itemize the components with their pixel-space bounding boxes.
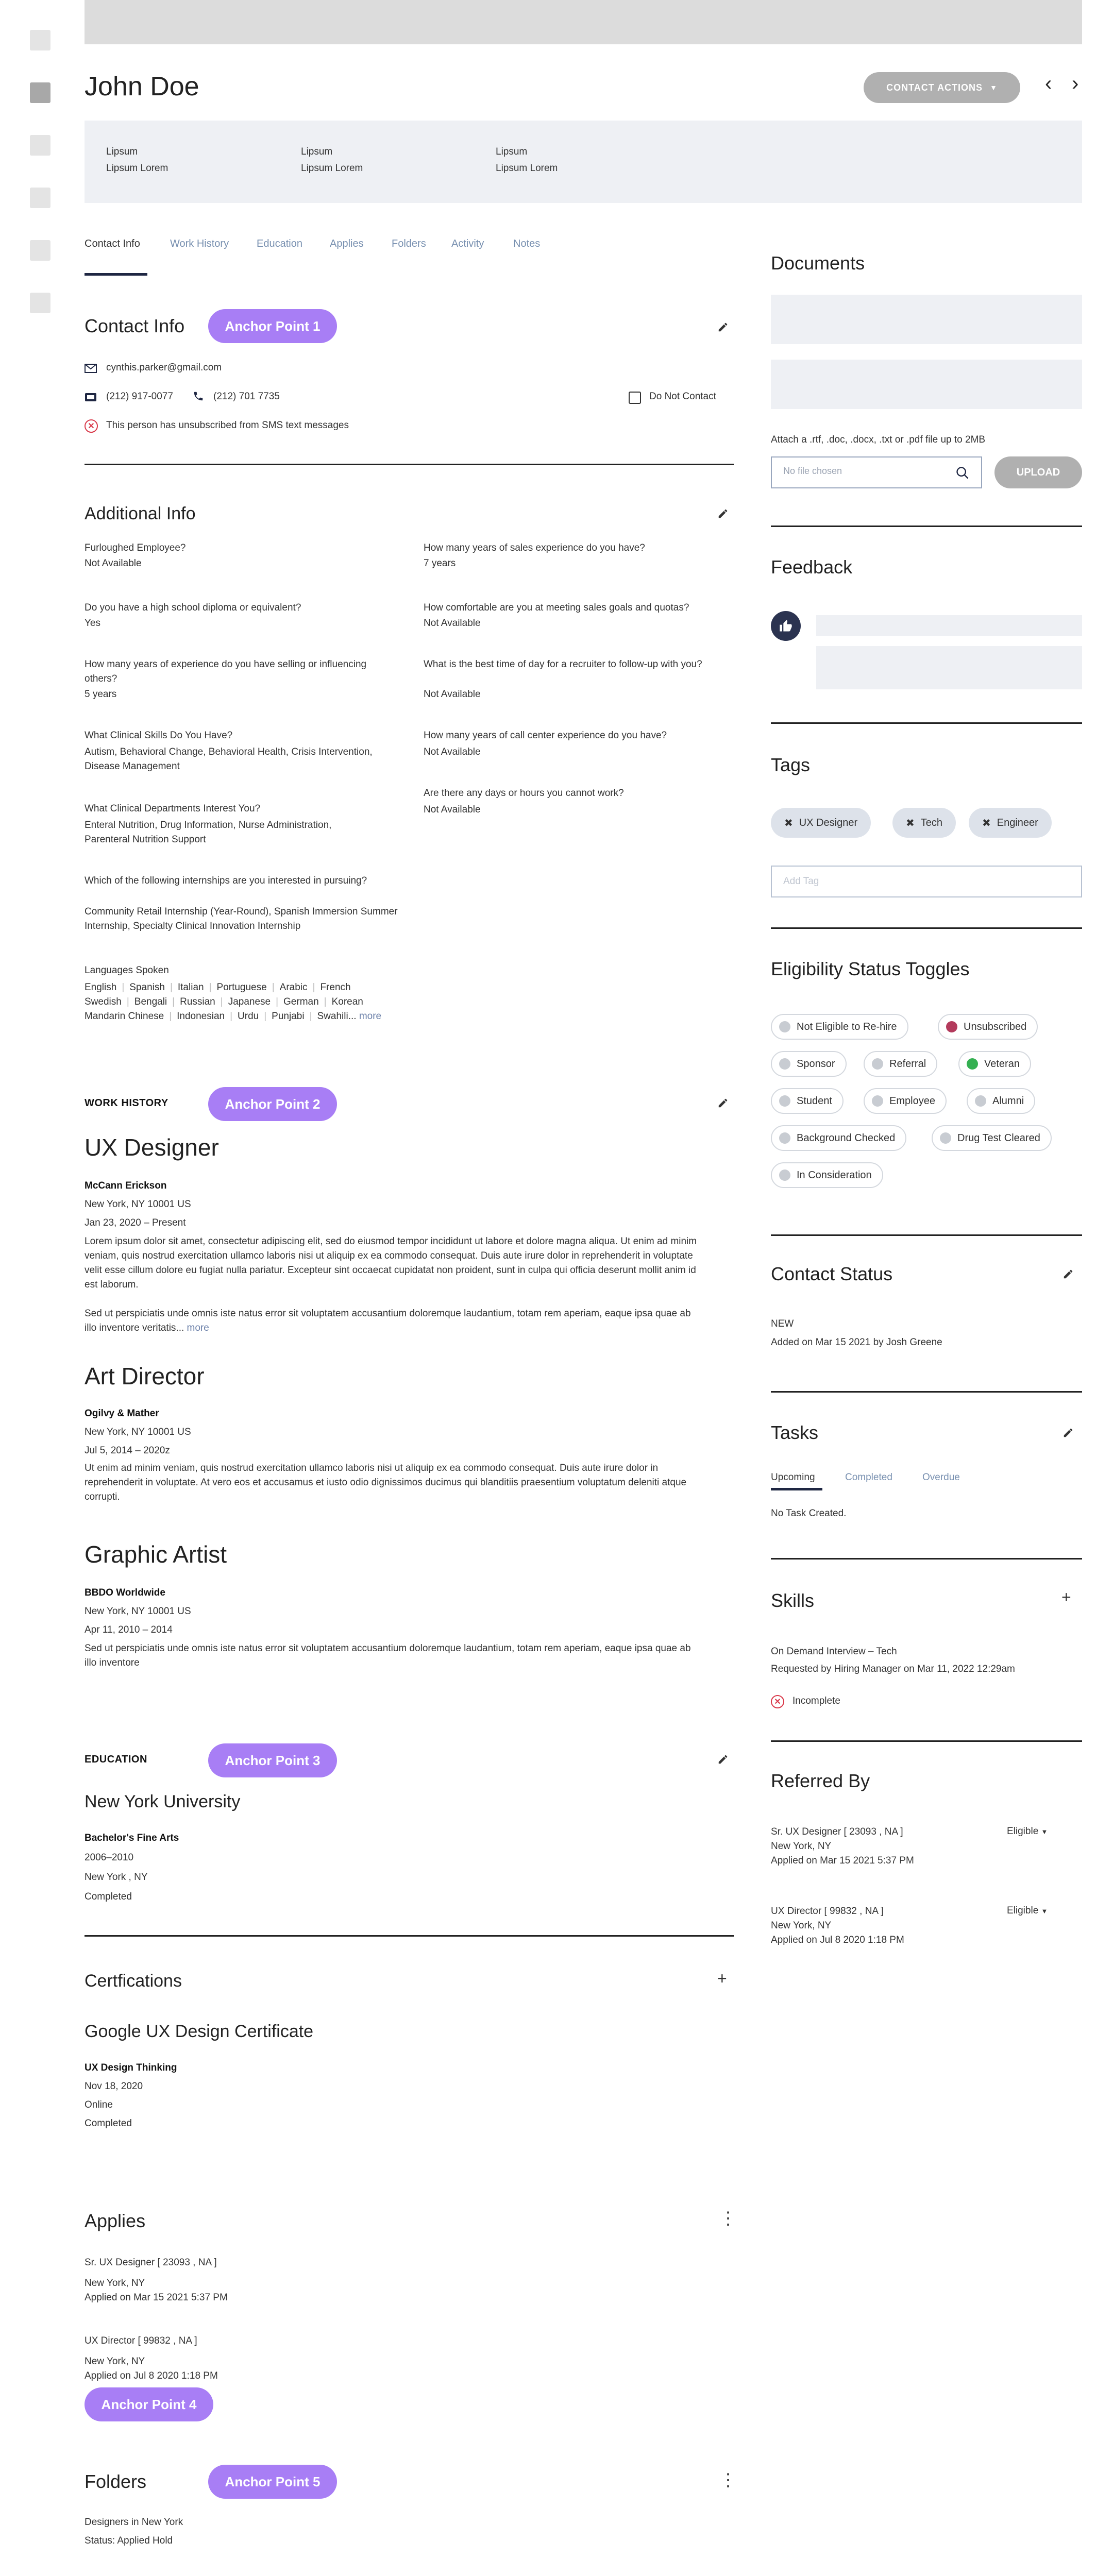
summary-label: Lipsum xyxy=(106,146,138,157)
answer-value: Not Available xyxy=(424,689,481,700)
toggle-background-checked[interactable] xyxy=(771,1125,906,1151)
file-placeholder: No file chosen xyxy=(783,466,842,476)
language-item: Swahili... xyxy=(317,1011,357,1022)
certificate-mode: Online xyxy=(85,2099,113,2110)
summary-value: Lipsum Lorem xyxy=(106,163,168,174)
tab-contact-info[interactable]: Contact Info xyxy=(85,238,140,249)
tab-overdue[interactable]: Overdue xyxy=(922,1472,960,1483)
skill-status: Incomplete xyxy=(792,1696,840,1706)
toggle-label: Sponsor xyxy=(797,1058,835,1070)
status-dot xyxy=(779,1095,790,1107)
referral-location: New York, NY xyxy=(771,1841,832,1852)
question-label: What Clinical Skills Do You Have? xyxy=(85,730,233,741)
apply-location: New York, NY xyxy=(85,2356,145,2367)
status-dot xyxy=(872,1058,883,1070)
contact-actions-button[interactable] xyxy=(864,72,1020,103)
contact-info-title: Contact Info xyxy=(85,315,185,336)
apply-job[interactable]: Sr. UX Designer [ 23093 , NA ] xyxy=(85,2257,217,2268)
tab-upcoming[interactable]: Upcoming xyxy=(771,1472,815,1483)
job-company: McCann Erickson xyxy=(85,1180,167,1191)
job-location: New York, NY 10001 US xyxy=(85,1606,191,1617)
sms-unsubscribed-notice: This person has unsubscribed from SMS text messages xyxy=(106,420,349,431)
apply-date: Applied on Mar 15 2021 5:37 PM xyxy=(85,2292,228,2303)
status-dot xyxy=(779,1058,790,1070)
status-dot xyxy=(975,1095,986,1107)
rail-nav-item[interactable] xyxy=(30,293,50,313)
rail-nav-item[interactable] xyxy=(30,135,50,156)
toggle-label: Unsubscribed xyxy=(964,1021,1027,1032)
toggle-employee[interactable] xyxy=(864,1088,947,1114)
contact-name: John Doe xyxy=(85,72,199,101)
summary-value: Lipsum Lorem xyxy=(301,163,363,174)
question-label: How comfortable are you at meeting sales goals and quotas? xyxy=(424,602,689,613)
add-tag-input[interactable] xyxy=(771,866,1082,897)
status-dot xyxy=(940,1132,951,1144)
language-item: Arabic xyxy=(279,982,308,993)
upload-button[interactable]: UPLOAD xyxy=(994,456,1082,488)
eligible-label: Eligible xyxy=(1007,1826,1039,1837)
status-dot xyxy=(967,1058,978,1070)
tag-label: Engineer xyxy=(997,817,1038,828)
more-options-icon[interactable]: ⋮ xyxy=(719,2470,737,2490)
tasks-title: Tasks xyxy=(771,1422,819,1443)
incomplete-x-icon: ✕ xyxy=(771,1695,784,1708)
document-slot[interactable] xyxy=(771,295,1082,344)
eligible-dropdown[interactable] xyxy=(1007,1905,1048,1917)
certificate-name: Google UX Design Certificate xyxy=(85,2022,314,2041)
toggle-label: Employee xyxy=(889,1095,935,1107)
language-item: Bengali xyxy=(134,996,167,1007)
certifications-title: Certfications xyxy=(85,1971,182,1991)
file-chooser-input[interactable] xyxy=(771,456,982,488)
do-not-contact-label: Do Not Contact xyxy=(649,391,716,402)
tag-label: UX Designer xyxy=(799,817,858,828)
anchor-point-1[interactable]: Anchor Point 1 xyxy=(208,309,337,343)
pencil-icon[interactable] xyxy=(717,1097,729,1109)
pencil-icon[interactable] xyxy=(1063,1268,1074,1280)
job-title: Art Director xyxy=(85,1363,205,1389)
contact-status-value: NEW xyxy=(771,1318,794,1329)
job-description: Lorem ipsum dolor sit amet, consectetur adipiscing elit, sed do eiusmod tempor incididunt ut labore et dolore magna aliqua. Ut enim ad minim veniam, quis nostrud exercitation ullamco laboris nisi ut aliquip ex ea commodo consequat. Duis aute irure dolor in reprehenderit in voluptate velit esse cillum dolore eu fugiat nulla pariatur. Excepteur sint occaecat cupidatat non proident, sunt in culpa qui officia deserunt mollit anim id est laborum. xyxy=(85,1236,697,1290)
toggle-referral[interactable] xyxy=(864,1051,937,1077)
tab-notes[interactable]: Notes xyxy=(513,238,541,249)
upload-hint: Attach a .rtf, .doc, .docx, .txt or .pdf file up to 2MB xyxy=(771,434,986,445)
pencil-icon[interactable] xyxy=(717,508,729,519)
language-item: German xyxy=(283,996,319,1007)
language-item: Italian xyxy=(177,982,204,993)
question-label: Which of the following internships are you interested in pursuing? xyxy=(85,875,367,886)
plus-icon[interactable]: + xyxy=(717,1969,727,1988)
add-tag-placeholder: Add Tag xyxy=(783,876,819,887)
job-dates: Jul 5, 2014 – 2020z xyxy=(85,1445,170,1456)
answer-value: Not Available xyxy=(424,747,481,757)
job-dates: Apr 11, 2010 – 2014 xyxy=(85,1624,173,1635)
document-slot[interactable] xyxy=(771,360,1082,409)
anchor-point-3[interactable]: Anchor Point 3 xyxy=(208,1743,337,1777)
toggle-label: Not Eligible to Re-hire xyxy=(797,1021,897,1032)
contact-phone-mobile[interactable]: (212) 917-0077 xyxy=(106,391,173,402)
school-name: New York University xyxy=(85,1792,241,1811)
divider xyxy=(771,1740,1082,1742)
language-item: Urdu xyxy=(238,1011,259,1022)
divider xyxy=(771,1234,1082,1236)
divider xyxy=(771,1558,1082,1560)
summary-panel xyxy=(85,121,1082,203)
job-description: Ut enim ad minim veniam, quis nostrud exercitation ullamco laboris nisi ut aliquip ex ea commodo consequat. Duis aute irure dolor in reprehenderit in voluptate. At vero eos et accusamus et iusto odio dignissimos ducimus qui blanditiis praesentium voluptatum deleniti atque corrupti. xyxy=(85,1463,687,1502)
question-label: Do you have a high school diploma or equivalent? xyxy=(85,602,301,613)
plus-icon[interactable]: + xyxy=(1061,1588,1071,1606)
languages-row: English | Spanish | Italian | Portuguese | Arabic | French xyxy=(85,982,351,993)
referral-job[interactable]: UX Director [ 99832 , NA ] xyxy=(771,1906,884,1917)
anchor-point-2[interactable]: Anchor Point 2 xyxy=(208,1087,337,1121)
apply-location: New York, NY xyxy=(85,2278,145,2289)
status-dot xyxy=(779,1170,790,1181)
documents-title: Documents xyxy=(771,252,865,274)
tags-title: Tags xyxy=(771,754,811,775)
tab-activity[interactable]: Activity xyxy=(451,238,484,249)
apply-job[interactable]: UX Director [ 99832 , NA ] xyxy=(85,2335,197,2346)
job-title: Graphic Artist xyxy=(85,1541,227,1568)
mobile-phone-icon xyxy=(85,393,97,402)
more-options-icon[interactable]: ⋮ xyxy=(719,2209,737,2228)
answer-value: Enteral Nutrition, Drug Information, Nurse Administration, Parenteral Nutrition Support xyxy=(85,820,332,845)
language-item: Portuguese xyxy=(216,982,267,993)
language-item: French xyxy=(320,982,351,993)
close-icon[interactable]: ✖ xyxy=(784,817,793,829)
languages-row: Swedish | Bengali | Russian | Japanese | German | Korean xyxy=(85,996,363,1007)
tag-chip[interactable] xyxy=(892,808,956,838)
referral-location: New York, NY xyxy=(771,1920,832,1931)
eligible-label: Eligible xyxy=(1007,1905,1039,1916)
anchor-point-5[interactable]: Anchor Point 5 xyxy=(208,2465,337,2499)
language-item: Spanish xyxy=(129,982,165,993)
pencil-icon[interactable] xyxy=(717,321,729,333)
feedback-title: Feedback xyxy=(771,556,853,578)
folder-status: Status: Applied Hold xyxy=(85,2535,173,2546)
contact-email[interactable]: cynthis.parker@gmail.com xyxy=(106,362,222,373)
pencil-icon[interactable] xyxy=(717,1754,729,1765)
apply-date: Applied on Jul 8 2020 1:18 PM xyxy=(85,2370,218,2381)
question-label: How many years of call center experience do you have? xyxy=(424,730,667,741)
contact-status-added: Added on Mar 15 2021 by Josh Greene xyxy=(771,1337,942,1348)
language-item: Indonesian xyxy=(177,1011,225,1022)
email-icon xyxy=(85,364,97,373)
language-item: Punjabi xyxy=(272,1011,305,1022)
languages-more-link[interactable]: more xyxy=(359,1011,382,1022)
folder-name[interactable]: Designers in New York xyxy=(85,2517,183,2528)
job-location: New York, NY 10001 US xyxy=(85,1427,191,1437)
toggle-sponsor[interactable] xyxy=(771,1051,847,1077)
education-title: EDUCATION xyxy=(85,1754,147,1765)
toggle-student[interactable] xyxy=(771,1088,844,1114)
education-status: Completed xyxy=(85,1891,132,1902)
tasks-empty: No Task Created. xyxy=(771,1508,847,1519)
divider xyxy=(85,464,734,465)
eligibility-title: Eligibility Status Toggles xyxy=(771,958,970,979)
toggle-in-consideration[interactable] xyxy=(771,1162,883,1188)
tab-applies[interactable]: Applies xyxy=(330,238,364,249)
additional-info-title: Additional Info xyxy=(85,504,196,523)
tag-chip[interactable] xyxy=(969,808,1052,838)
tag-label: Tech xyxy=(920,817,943,828)
job-more-link[interactable]: more xyxy=(187,1323,209,1333)
referral-date: Applied on Mar 15 2021 5:37 PM xyxy=(771,1855,914,1866)
certificate-status: Completed xyxy=(85,2118,132,2129)
question-label: What Clinical Departments Interest You? xyxy=(85,803,261,814)
active-tab-indicator xyxy=(771,1488,822,1490)
tab-folders[interactable]: Folders xyxy=(392,238,426,249)
active-tab-indicator xyxy=(85,273,147,276)
certificate-course: UX Design Thinking xyxy=(85,2062,177,2073)
tab-education[interactable]: Education xyxy=(257,238,302,249)
contact-actions-label: CONTACT ACTIONS xyxy=(886,82,983,93)
eligible-dropdown[interactable] xyxy=(1007,1826,1048,1837)
do-not-contact-checkbox[interactable] xyxy=(629,392,641,404)
caret-down-icon: ▼ xyxy=(1041,1828,1048,1836)
close-icon[interactable]: ✖ xyxy=(906,817,915,829)
top-bar xyxy=(85,0,1082,44)
toggle-unsubscribed[interactable] xyxy=(938,1014,1038,1040)
job-description-text: Sed ut perspiciatis unde omnis iste natus error sit voluptatem accusantium doloremque laudantium, totam rem aperiam, eaque ipsa quae ab illo inventore veritatis... xyxy=(85,1308,691,1333)
toggle-label: Alumni xyxy=(992,1095,1024,1107)
chevron-right-icon[interactable]: › xyxy=(1072,72,1079,95)
toggle-drug-test-cleared[interactable] xyxy=(932,1125,1052,1151)
education-years: 2006–2010 xyxy=(85,1852,134,1863)
search-icon[interactable] xyxy=(955,466,970,480)
toggle-label: Background Checked xyxy=(797,1132,896,1144)
question-label: Furloughed Employee? xyxy=(85,543,186,553)
job-company: BBDO Worldwide xyxy=(85,1587,165,1598)
toggle-not-eligible[interactable] xyxy=(771,1014,908,1040)
status-dot xyxy=(779,1132,790,1144)
language-item: English xyxy=(85,982,117,993)
answer-value: Not Available xyxy=(85,558,142,569)
skill-name: On Demand Interview – Tech xyxy=(771,1646,897,1657)
chevron-left-icon[interactable]: ‹ xyxy=(1045,72,1052,95)
divider xyxy=(771,927,1082,929)
divider xyxy=(771,526,1082,527)
phone-icon xyxy=(193,391,204,402)
job-dates: Jan 23, 2020 – Present xyxy=(85,1217,186,1228)
question-label: How many years of experience do you have selling or influencing others? xyxy=(85,659,367,684)
language-item: Japanese xyxy=(228,996,271,1007)
referred-by-title: Referred By xyxy=(771,1770,870,1791)
answer-value: Community Retail Internship (Year-Round), Spanish Immersion Summer Internship, Specialty Clinical Innovation Internship xyxy=(85,906,398,931)
referral-job[interactable]: Sr. UX Designer [ 23093 , NA ] xyxy=(771,1826,903,1837)
caret-down-icon: ▼ xyxy=(990,83,998,92)
toggle-veteran[interactable] xyxy=(958,1051,1031,1077)
language-item: Korean xyxy=(331,996,363,1007)
languages-label: Languages Spoken xyxy=(85,965,169,976)
pencil-icon[interactable] xyxy=(1063,1427,1074,1438)
answer-value: Not Available xyxy=(424,804,481,815)
folders-title: Folders xyxy=(85,2471,147,2492)
caret-down-icon: ▼ xyxy=(1041,1907,1048,1915)
contact-status-title: Contact Status xyxy=(771,1263,893,1284)
tab-work-history[interactable]: Work History xyxy=(170,238,229,249)
answer-value: Autism, Behavioral Change, Behavioral Health, Crisis Intervention, Disease Management xyxy=(85,747,373,772)
question-label: Are there any days or hours you cannot work? xyxy=(424,788,624,799)
divider xyxy=(771,1391,1082,1393)
thumbs-up-glyph xyxy=(779,619,793,633)
contact-phone-work[interactable]: (212) 701 7735 xyxy=(213,391,280,402)
job-description-more xyxy=(85,1307,703,1335)
toggle-label: Veteran xyxy=(984,1058,1020,1070)
tag-chip[interactable] xyxy=(771,808,871,838)
toggle-label: Drug Test Cleared xyxy=(957,1132,1040,1144)
languages-row: Mandarin Chinese | Indonesian | Urdu | Punjabi | Swahili... more xyxy=(85,1011,382,1022)
job-company: Ogilvy & Mather xyxy=(85,1408,159,1419)
summary-label: Lipsum xyxy=(301,146,333,157)
referral-date: Applied on Jul 8 2020 1:18 PM xyxy=(771,1935,904,1945)
rail-nav-item[interactable] xyxy=(30,30,50,50)
toggle-alumni[interactable] xyxy=(967,1088,1035,1114)
language-item: Russian xyxy=(180,996,215,1007)
thumbs-up-icon[interactable] xyxy=(771,611,801,641)
answer-value: Yes xyxy=(85,618,100,629)
skills-title: Skills xyxy=(771,1590,815,1611)
close-icon[interactable]: ✖ xyxy=(982,817,991,829)
summary-label: Lipsum xyxy=(496,146,528,157)
rail-nav-item-active[interactable] xyxy=(30,82,50,103)
job-title: UX Designer xyxy=(85,1134,219,1161)
unsubscribed-x-icon: ✕ xyxy=(85,419,98,433)
education-location: New York , NY xyxy=(85,1872,148,1883)
job-description: Sed ut perspiciatis unde omnis iste natus error sit voluptatem accusantium doloremque laudantium, totam rem aperiam, eaque ipsa quae ab illo inventore xyxy=(85,1643,691,1668)
rail-nav-item[interactable] xyxy=(30,188,50,208)
job-location: New York, NY 10001 US xyxy=(85,1199,191,1210)
degree: Bachelor's Fine Arts xyxy=(85,1833,179,1843)
rail-nav-item[interactable] xyxy=(30,240,50,261)
divider xyxy=(771,722,1082,724)
feedback-textarea[interactable] xyxy=(816,646,1082,689)
answer-value: 7 years xyxy=(424,558,456,569)
anchor-point-4[interactable]: Anchor Point 4 xyxy=(85,2387,213,2421)
question-label: What is the best time of day for a recruiter to follow-up with you? xyxy=(424,659,702,670)
answer-value: Not Available xyxy=(424,618,481,629)
applies-title: Applies xyxy=(85,2210,146,2231)
language-item: Mandarin Chinese xyxy=(85,1011,164,1022)
status-dot xyxy=(946,1021,957,1032)
status-dot xyxy=(872,1095,883,1107)
status-dot xyxy=(779,1021,790,1032)
answer-value: 5 years xyxy=(85,689,117,700)
certificate-date: Nov 18, 2020 xyxy=(85,2081,143,2092)
feedback-bar xyxy=(816,615,1082,636)
toggle-label: Student xyxy=(797,1095,832,1107)
summary-value: Lipsum Lorem xyxy=(496,163,558,174)
toggle-label: Referral xyxy=(889,1058,926,1070)
toggle-label: In Consideration xyxy=(797,1169,872,1181)
divider xyxy=(85,1935,734,1937)
tab-completed[interactable]: Completed xyxy=(845,1472,892,1483)
language-item: Swedish xyxy=(85,996,122,1007)
question-label: How many years of sales experience do you have? xyxy=(424,543,645,553)
work-history-title: WORK HISTORY xyxy=(85,1097,168,1109)
skill-requested: Requested by Hiring Manager on Mar 11, 2022 12:29am xyxy=(771,1664,1015,1674)
